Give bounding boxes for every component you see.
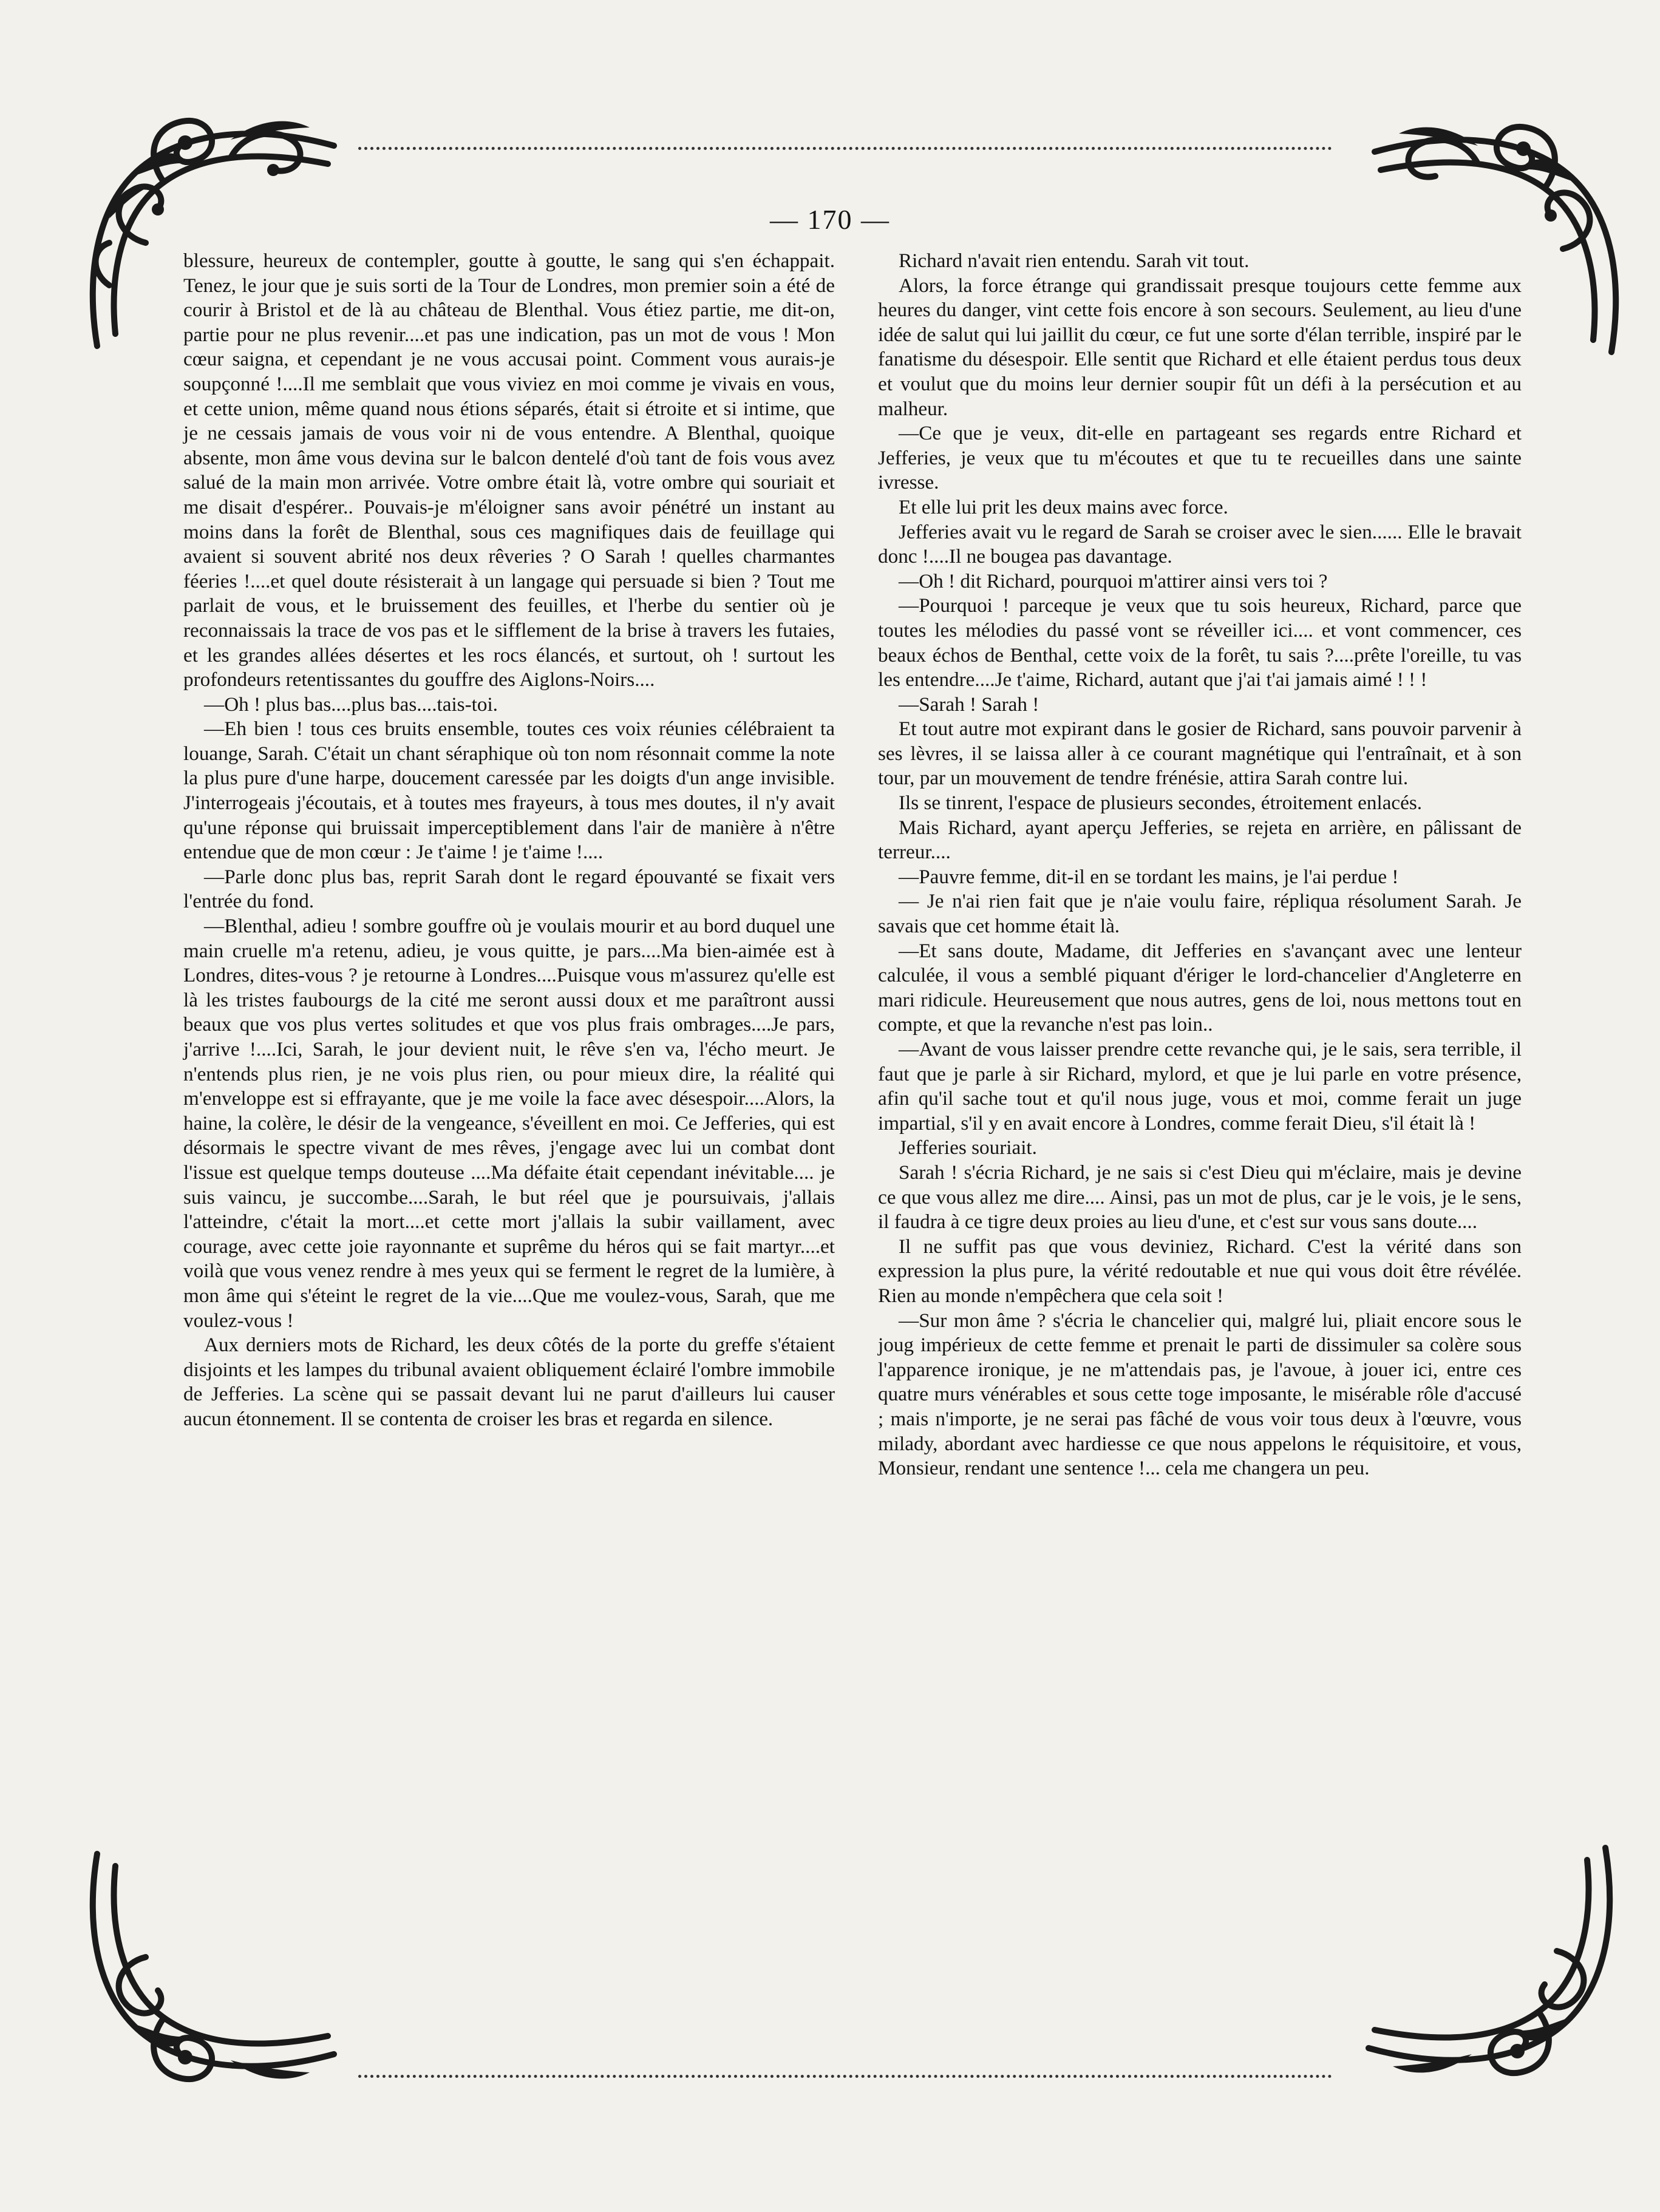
top-dotted-rule (358, 147, 1332, 150)
paragraph: —Oh ! plus bas....plus bas....tais-toi. (204, 693, 498, 716)
paragraph: Ils se tinrent, l'espace de plusieurs secondes, étroitement enlacés. (899, 792, 1423, 815)
paragraph: —Pauvre femme, dit-il en se tordant les mains, je l'ai perdue ! (899, 865, 1399, 888)
paragraph: Sarah ! s'écria Richard, je ne sais si c'est Dieu qui m'éclaire, mais je devine ce que vous allez me dire.... Ainsi, pas un mot de plus, car je le vois, je le sens, il faudra à ce tigre deux proies au lieu d'une, et c'est sur vous sans doute.... (878, 1161, 1522, 1233)
left-column (183, 249, 835, 1432)
paragraph: — Je n'ai rien fait que je n'aie voulu faire, répliqua résolument Sarah. Je savais que cet homme était là. (878, 890, 1522, 938)
paragraph: blessure, heureux de contempler, goutte à goutte, le sang qui s'en échappait. Tenez, le jour que je suis sorti de la Tour de Londres, mon premier soin a été de courir à Bristol et de là au château de Blenthal. Vous étiez partie, me dit-on, partie pour ne plus revenir....et pas une indication, pas un mot de vous ! Mon cœur saigna, et cependant je ne vous accusai point. Comment vous aurais-je soupçonné !....Il me semblait que vous viviez en moi comme je vivais en vous, et cette union, même quand nous étions séparés, était si étroite et si intime, que je ne cessais jamais de vous voir ni de vous entendre. A Blenthal, quoique absente, mon âme vous devina sur le balcon dentelé d'où tant de fois vous avez salué de la main mon arrivée. Votre ombre était là, votre ombre qui souriait et me disait d'espérer.. Pouvais-je m'éloigner sans avoir pénétré un instant au moins dans la forêt de Blenthal, sous ces magnifiques dais de feuillage qui avaient si souvent abrité nos deux rêveries ? O Sarah ! quelles charmantes féeries !....et quel doute résisterait à un langage qui persuade si bien ? Tout me parlait de vous, et le bruissement des feuilles, et l'herbe du sentier où je reconnaissais la trace de vos pas et le sifflement de la brise à travers les futaies, et les grandes allées désertes et les rocs élancés, et surtout, oh ! surtout les profondeurs retentissantes du gouffre des Aiglons-Noirs.... (183, 249, 835, 691)
scroll-ornament-icon (1344, 1824, 1630, 2103)
bottom-dotted-rule (358, 2075, 1332, 2078)
paragraph: Alors, la force étrange qui grandissait presque toujours cette femme aux heures du danger, vint cette fois encore à son secours. Seulement, au lieu d'une idée de salut qui lui jaillit du cœur, ce fut une sorte d'élan terrible, inspiré par le fanatisme du désespoir. Elle sentit que Richard et elle étaient perdus tous deux et voulut que du moins leur dernier soupir fût un défi à la persécution et au malheur. (878, 274, 1522, 420)
right-column (878, 249, 1522, 1481)
paragraph: —Eh bien ! tous ces bruits ensemble, toutes ces voix réunies célébraient ta louange, Sarah. C'était un chant séraphique où ton nom résonnait comme la note la plus pure d'une harpe, doucement caressée par les doigts d'un ange invisible. J'interrogeais j'écoutais, et à toutes mes frayeurs, à tous mes doutes, il n'y avait qu'une réponse qui bruissait imperceptiblement dans l'air de manière à n'être entendue que de mon cœur : Je t'aime ! je t'aime !.... (183, 718, 835, 864)
paragraph: Mais Richard, ayant aperçu Jefferies, se rejeta en arrière, en pâlissant de terreur.... (878, 816, 1522, 864)
paragraph: —Blenthal, adieu ! sombre gouffre où je voulais mourir et au bord duquel une main cruelle m'a retenu, adieu, je vous quitte, je pars....Ma bien-aimée est à Londres, dites-vous ? je retourne à Londres....Puisque vous m'assurez qu'elle est là les tristes faubourgs de la cité me seront aussi doux et me paraîtront aussi beaux que vos plus vertes solitudes et que vos plus frais ombrages....Je pars, j'arrive !....Ici, Sarah, le jour devient nuit, le rêve s'en va, l'écho meurt. Je n'entends plus rien, je ne vois plus rien, ou pour mieux dire, la réalité qui m'enveloppe est si effrayante, que je me voile la face avec désespoir....Alors, la haine, la colère, le désir de la vengeance, s'éveillent en moi. Ce Jefferies, qui est désormais le spectre vivant de mes rêves, j'engage avec lui un combat dont l'issue est quelque temps douteuse ....Ma défaite était cependant inévitable.... je suis vaincu, je succombe....Sarah, le but réel que je poursuivais, j'allais l'atteindre, c'était la mort....et cette mort j'allais la subir vaillament, avec courage, avec cette joie rayonnante et suprême du héros qui se fait martyr....et voilà que vous venez rendre à mes yeux qui se ferment le regret de la lumière, à mon âme qui s'éteint le regret de la vie....Que me voulez-vous, Sarah, que me voulez-vous ! (183, 915, 835, 1332)
paragraph: —Pourquoi ! parceque je veux que tu sois heureux, Richard, parce que toutes les mélodies du passé vont se réveiller ici.... et vont commencer, ces beaux échos de Benthal, cette voix de la forêt, tu sais ?....prête l'oreille, tu vas les entendre....Je t'aime, Richard, autant que j'ai t'ai jamais aimé ! ! ! (878, 594, 1522, 691)
corner-ornament-bottom-right (1344, 1824, 1630, 2103)
paragraph: Il ne suffit pas que vous deviniez, Richard. C'est la vérité dans son expression la plus pure, la vérité redoutable et nue qui vous doit être révélée. Rien au monde n'empêchera que cela soit ! (878, 1235, 1522, 1307)
paragraph: —Avant de vous laisser prendre cette revanche qui, je le sais, sera terrible, il faut que je parle à sir Richard, mylord, et que je lui parle en votre présence, afin qu'il sache tout et qu'il nous juge, vous et moi, comme ferait un juge impartial, s'il y en avait encore à Londres, comme ferait Dieu, s'il était là ! (878, 1038, 1522, 1135)
paragraph: Aux derniers mots de Richard, les deux côtés de la porte du greffe s'étaient disjoints et les lampes du tribunal avaient obliquement éclairé l'ombre immobile de Jefferies. La scène qui se passait devant lui ne parut d'ailleurs lui causer aucun étonnement. Il se contenta de croiser les bras et regarda en silence. (183, 1334, 835, 1430)
paragraph: Jefferies souriait. (899, 1136, 1037, 1159)
paragraph: Jefferies avait vu le regard de Sarah se croiser avec le sien...... Elle le bravait donc !....Il ne bougea pas davantage. (878, 520, 1522, 568)
paragraph: —Ce que je veux, dit-elle en partageant ses regards entre Richard et Jefferies, je veux que tu m'écoutes et que tu te recueilles dans une sainte ivresse. (878, 422, 1522, 494)
scroll-ornament-icon (73, 1830, 358, 2109)
paragraph: Et tout autre mot expirant dans le gosier de Richard, sans pouvoir parvenir à ses lèvres, il se laissa aller à ce courant magnétique qui l'entraînait, et à son tour, par un mouvement de tendre frénésie, attira Sarah contre lui. (878, 718, 1522, 790)
paragraph: Richard n'avait rien entendu. Sarah vit tout. (899, 249, 1250, 272)
paragraph: —Sur mon âme ? s'écria le chancelier qui, malgré lui, pliait encore sous le joug impérieux de cette femme et prenait le parti de dissimuler sa colère sous l'apparence ironique, je ne m'attendais pas, je l'avoue, à jouer ici, entre ces quatre murs vénérables et sous cette toge imposante, le misérable rôle d'accusé ; mais n'importe, je ne serai pas fâché de vous voir tous deux à l'œuvre, vous milady, abordant avec hardiesse ce que nous appelons le réquisitoire, et vous, Monsieur, rendant une sentence !... cela me changera un peu. (878, 1309, 1522, 1480)
corner-ornament-bottom-left (73, 1830, 358, 2109)
paragraph: Et elle lui prit les deux mains avec force. (899, 495, 1228, 518)
paragraph: —Sarah ! Sarah ! (899, 693, 1039, 716)
page-number: — 170 — (770, 204, 890, 235)
paragraph: —Oh ! dit Richard, pourquoi m'attirer ainsi vers toi ? (899, 569, 1328, 592)
paragraph: —Parle donc plus bas, reprit Sarah dont le regard épouvanté se fixait vers l'entrée du fond. (183, 865, 835, 913)
paragraph: —Et sans doute, Madame, dit Jefferies en s'avançant avec une lenteur calculée, il vous a semblé piquant d'ériger le lord-chancelier d'Angleterre en mari ridicule. Heureusement que nous autres, gens de loi, nous mettons tout en compte, et que la revanche n'est pas loin.. (878, 939, 1522, 1036)
